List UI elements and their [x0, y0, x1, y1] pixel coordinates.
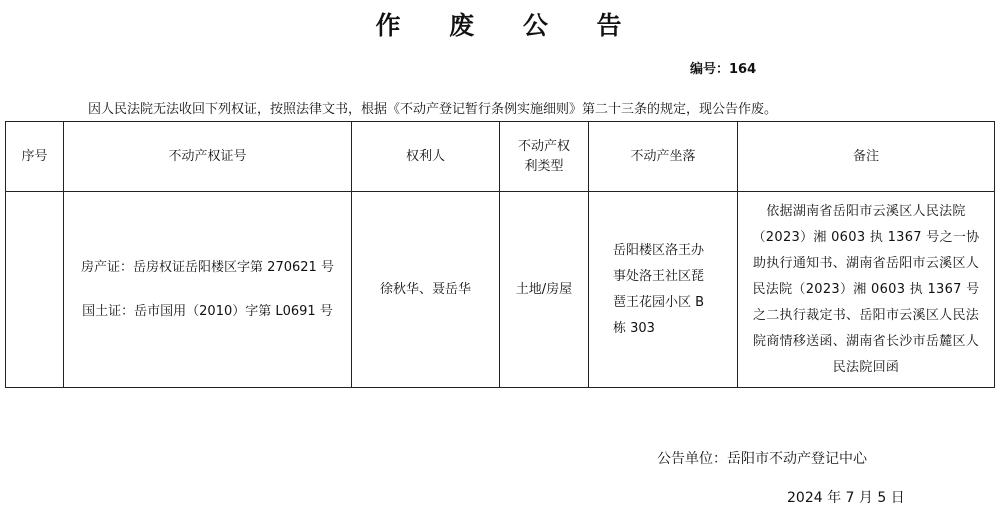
document-number: 编号：164 [690, 62, 757, 77]
location-text: 岳阳楼区洛王办事处洛王社区琵琶王花园小区 B 栋 303 [613, 242, 705, 336]
header-index: 序号 [6, 122, 64, 192]
header-right-type-label: 不动产权利类型 [517, 138, 570, 174]
header-location: 不动产坐落 [589, 122, 738, 192]
table-header-row [6, 122, 995, 192]
cert-land-number: 国土证：岳市国用（2010）字第 L0691 号 [82, 303, 333, 319]
document-title: 作 废 公 告 [375, 11, 642, 40]
header-owner: 权利人 [352, 122, 500, 192]
table-row [6, 192, 995, 388]
remark-text: 依据湖南省岳阳市云溪区人民法院（2023）湘 0603 执 1367 号之一协助执行通知书、湖南省岳阳市云溪区人民法院（2023）湘 0603 执 1367 号之二执行裁定书、岳阳市云溪区人民法院商情移送函、湖南省长沙市岳麓区人民法院回函 [752, 203, 980, 375]
header-cert-no: 不动产权证号 [64, 122, 352, 192]
intro-text: 因人民法院无法收回下列权证，按照法律文书，根据《不动产登记暂行条例实施细则》第二十三条的规定，现公告作废。 [88, 102, 778, 117]
header-remark: 备注 [738, 122, 995, 192]
cell-remark [738, 192, 995, 388]
header-right-type [500, 122, 589, 192]
void-certificate-table [5, 121, 995, 388]
cell-right-type: 土地/房屋 [500, 192, 589, 388]
issue-date: 2024 年 7 月 5 日 [787, 490, 905, 506]
cell-index [6, 192, 64, 388]
cell-location [589, 192, 738, 388]
issuing-unit: 公告单位：岳阳市不动产登记中心 [657, 451, 867, 467]
cell-owner: 徐秋华、聂岳华 [352, 192, 500, 388]
cert-house-number: 房产证：岳房权证岳阳楼区字第 270621 号 [81, 259, 334, 275]
cell-cert-no [64, 192, 352, 388]
